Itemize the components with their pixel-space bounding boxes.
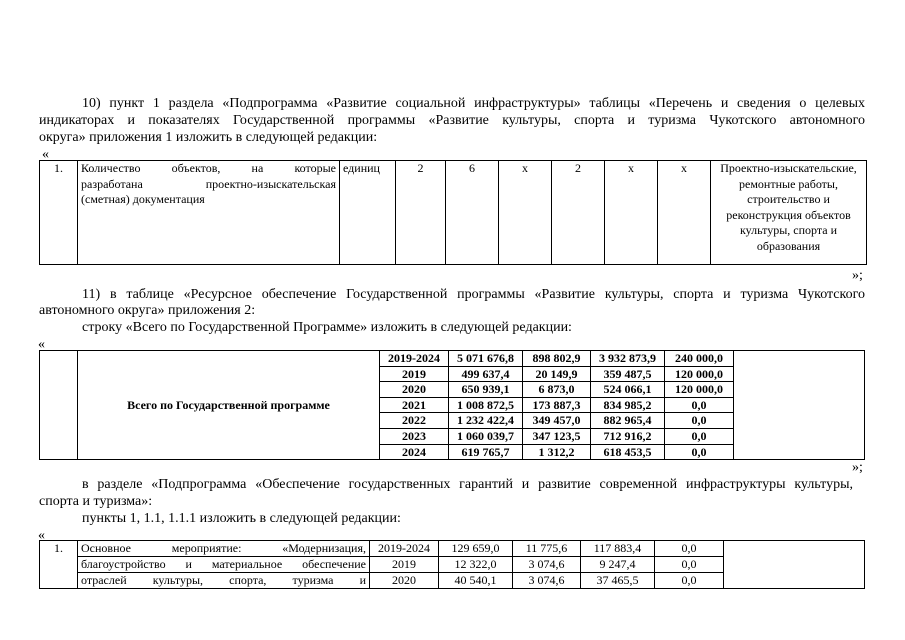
value-cell: х	[605, 161, 658, 265]
amount-cell: 3 932 873,9	[591, 351, 665, 367]
period-cell: 2023	[380, 428, 449, 444]
amount-cell: 11 775,6	[513, 541, 581, 557]
section10-line1: 10) пункт 1 раздела «Подпрограмма «Развитие социальной инфраструктуры» таблицы «Перечень и сведения о целевых	[82, 96, 865, 111]
amount-cell: 882 965,4	[591, 413, 665, 429]
period-cell: 2019	[370, 557, 439, 573]
period-cell: 2019-2024	[370, 541, 439, 557]
subsection-line1: в разделе «Подпрограмма «Обеспечение государственных гарантий и развитие современной инфраструктуры культуры,	[82, 477, 853, 492]
subsection-line2: спорта и туризма»:	[39, 494, 153, 509]
value-cell: 6	[446, 161, 499, 265]
empty-cell	[724, 541, 865, 589]
total-label: Всего по Государственной программе	[78, 351, 380, 460]
period-cell: 2022	[380, 413, 449, 429]
amount-cell: 499 637,4	[449, 366, 523, 382]
amount-cell: 834 985,2	[591, 397, 665, 413]
amount-cell: 9 247,4	[581, 557, 655, 573]
section11-line3: строку «Всего по Государственной Программе» изложить в следующей редакции:	[82, 320, 572, 335]
amount-cell: 3 074,6	[513, 573, 581, 589]
amount-cell: 898 802,9	[523, 351, 591, 367]
amount-cell: 40 540,1	[439, 573, 513, 589]
amount-cell: 120 000,0	[665, 366, 734, 382]
close-quote-2: »;	[852, 460, 863, 475]
period-cell: 2019-2024	[380, 351, 449, 367]
amount-cell: 3 074,6	[513, 557, 581, 573]
amount-cell: 1 060 039,7	[449, 428, 523, 444]
open-quote-2: «	[38, 337, 45, 352]
period-cell: 2020	[370, 573, 439, 589]
row-number: 1.	[40, 541, 78, 589]
amount-cell: 524 066,1	[591, 382, 665, 398]
period-cell: 2019	[380, 366, 449, 382]
amount-cell: 0,0	[655, 557, 724, 573]
section10-line2: индикаторах и показателях Государственной программы «Развитие культуры, спорта и туризма Чукотского автономного	[39, 113, 865, 128]
amount-cell: 1 008 872,5	[449, 397, 523, 413]
subprogram-table	[39, 540, 865, 589]
amount-cell: 240 000,0	[665, 351, 734, 367]
open-quote-1: «	[42, 147, 49, 162]
amount-cell: 0,0	[665, 413, 734, 429]
value-cell: х	[658, 161, 711, 265]
amount-cell: 349 457,0	[523, 413, 591, 429]
desc-line: (сметная) документация	[81, 192, 205, 206]
value-cell: 2	[396, 161, 446, 265]
amount-cell: 1 312,2	[523, 444, 591, 460]
subsection-line3: пункты 1, 1.1, 1.1.1 изложить в следующей редакции:	[82, 511, 401, 526]
amount-cell: 0,0	[665, 428, 734, 444]
amount-cell: 20 149,9	[523, 366, 591, 382]
table-row	[40, 541, 865, 557]
amount-cell: 37 465,5	[581, 573, 655, 589]
amount-cell: 1 232 422,4	[449, 413, 523, 429]
section10-line3: округа» приложения 1 изложить в следующей редакции:	[39, 130, 378, 145]
period-cell: 2024	[380, 444, 449, 460]
amount-cell: 0,0	[655, 573, 724, 589]
amount-cell: 0,0	[665, 397, 734, 413]
amount-cell: 12 322,0	[439, 557, 513, 573]
desc-line: благоустройство и материальное обеспечение	[78, 557, 370, 573]
table-row	[40, 351, 865, 367]
indicator-table	[39, 160, 867, 265]
amount-cell: 173 887,3	[523, 397, 591, 413]
open-quote-3: «	[38, 528, 45, 543]
amount-cell: 6 873,0	[523, 382, 591, 398]
close-quote-1: »;	[852, 268, 863, 283]
amount-cell: 0,0	[655, 541, 724, 557]
amount-cell: 618 453,5	[591, 444, 665, 460]
empty-cell	[40, 351, 78, 460]
amount-cell: 5 071 676,8	[449, 351, 523, 367]
note-cell: Проектно-изыскательские, ремонтные работы, строительство и реконструкция объектов культуры, спорта и образования	[711, 161, 867, 265]
amount-cell: 347 123,5	[523, 428, 591, 444]
section11-line2: автономного округа» приложения 2:	[39, 303, 256, 318]
indicator-description	[78, 161, 340, 265]
amount-cell: 117 883,4	[581, 541, 655, 557]
resource-table	[39, 350, 865, 460]
row-number: 1.	[40, 161, 78, 265]
amount-cell: 129 659,0	[439, 541, 513, 557]
unit-cell: единиц	[340, 161, 396, 265]
amount-cell: 712 916,2	[591, 428, 665, 444]
period-cell: 2020	[380, 382, 449, 398]
value-cell: х	[499, 161, 552, 265]
empty-cell	[734, 351, 865, 460]
desc-line: Основное мероприятие: «Модернизация,	[78, 541, 370, 557]
desc-line: разработана проектно-изыскательская	[81, 176, 336, 191]
amount-cell: 619 765,7	[449, 444, 523, 460]
amount-cell: 359 487,5	[591, 366, 665, 382]
desc-line: Количество объектов, на которые	[81, 161, 336, 175]
section11-line1: 11) в таблице «Ресурсное обеспечение Государственной программы «Развитие культуры, спорта и туризма Чукотского	[82, 287, 865, 302]
value-cell: 2	[552, 161, 605, 265]
table-row	[40, 161, 867, 265]
desc-line: отраслей культуры, спорта, туризма и	[78, 573, 370, 589]
amount-cell: 120 000,0	[665, 382, 734, 398]
amount-cell: 0,0	[665, 444, 734, 460]
amount-cell: 650 939,1	[449, 382, 523, 398]
period-cell: 2021	[380, 397, 449, 413]
